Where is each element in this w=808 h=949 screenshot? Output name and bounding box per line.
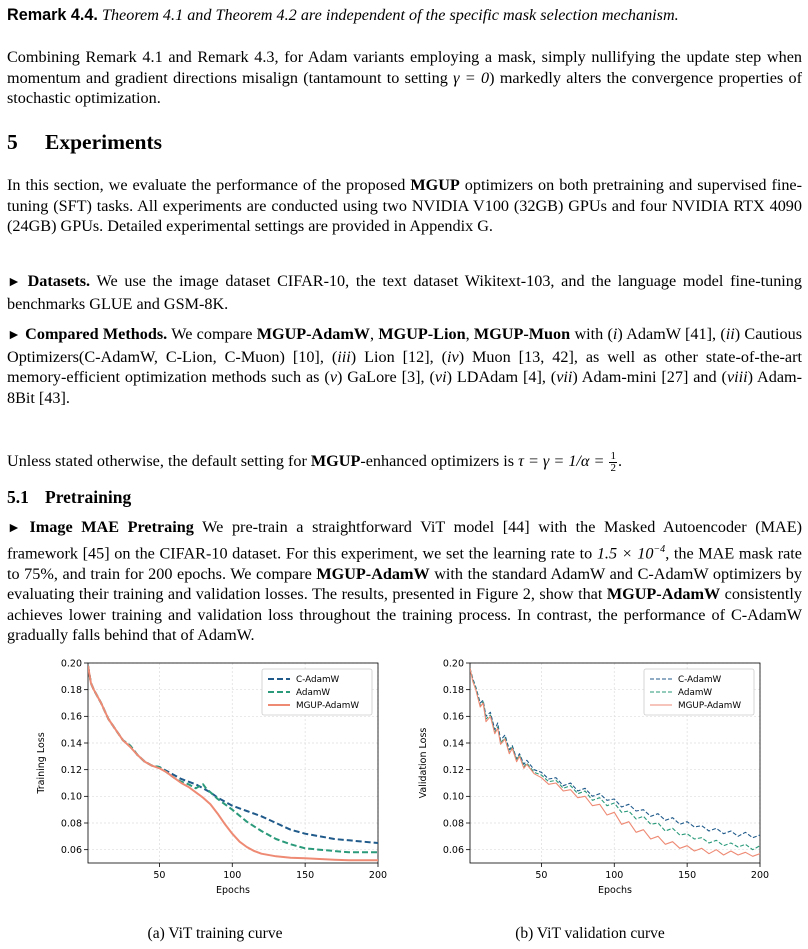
- mae-text: with the standard AdamW and C-AdamW optimizers by evaluating their training and validation losses. The results, presented in Figure 2, show that: [7, 564, 802, 604]
- x-tick-label: 50: [153, 870, 166, 881]
- comma: ,: [465, 325, 474, 343]
- y-tick-label: 0.06: [442, 844, 464, 856]
- mae-text: , the MAE mask rate to 75%, and train for 200 epochs. We compare: [7, 543, 802, 583]
- legend-label: C-AdamW: [678, 675, 722, 686]
- mae-heading: Image MAE Pretraing: [29, 518, 194, 536]
- remark-4-4: [7, 5, 802, 26]
- combining-text: Combining Remark 4.1 and Remark 4.3, for Adam variants employing a mask, simply nullifying the update step when momentum and gradient directions misalign (tantamount to setting: [7, 48, 802, 87]
- legend-label: MGUP-AdamW: [678, 701, 742, 712]
- one-half-fraction: [609, 451, 617, 474]
- fraction-denominator: 2: [610, 462, 616, 474]
- x-axis-label: Epochs: [597, 885, 633, 896]
- paragraph-methods: [7, 324, 802, 408]
- combining-text-end: ) markedly alters the convergence properties of stochastic optimization.: [7, 68, 802, 108]
- bullet-marker: ►: [7, 328, 21, 343]
- y-tick-label: 0.16: [442, 711, 464, 723]
- y-tick-label: 0.06: [60, 844, 82, 856]
- mae-mgup-adamw: MGUP-AdamW: [606, 585, 721, 604]
- paragraph-default-setting: [7, 451, 802, 474]
- bullet-marker: ►: [7, 275, 21, 290]
- x-tick-label: 200: [750, 870, 770, 881]
- methods-text: ) Muon [13, 42], as well as other state-of-the-art memory-efficient optimization methods such as (: [7, 347, 802, 387]
- methods-text: ) Adam-8Bit [43].: [7, 368, 802, 407]
- intro-text-rest: optimizers on both pretraining and supervised fine-tuning (SFT) tasks. All experiments are conducted using two NVIDIA V100 (32GB) GPUs and four NVIDIA RTX 4090 (24GB) GPUs. Detailed experimental settings are provided in Appendix G.: [7, 176, 802, 236]
- methods-text: ) Adam-mini [27] and (: [572, 368, 727, 387]
- subsection-title: Pretraining: [45, 487, 132, 507]
- y-axis-label: Training Loss: [36, 732, 47, 794]
- validation-loss-chart: [412, 655, 772, 915]
- default-text: Unless stated otherwise, the default setting for: [7, 452, 311, 471]
- paragraph-combining: [7, 47, 802, 109]
- paragraph-intro: [7, 175, 802, 237]
- legend-label: C-AdamW: [296, 675, 340, 686]
- default-text: -enhanced optimizers is: [360, 452, 519, 471]
- intro-mgup: MGUP: [410, 176, 460, 194]
- x-tick-label: 150: [296, 870, 315, 881]
- y-tick-label: 0.20: [60, 658, 82, 670]
- caption-a: (a) ViT training curve: [147, 925, 283, 942]
- default-text-end: .: [617, 452, 622, 471]
- subsection-heading: [7, 487, 131, 508]
- section-title: Experiments: [45, 130, 163, 154]
- methods-text: ) GaLore [3], (: [337, 368, 435, 387]
- roman-numeral: ii: [725, 325, 735, 343]
- remark-label: Remark 4.4.: [7, 6, 98, 24]
- remark-text: Theorem 4.1 and Theorem 4.2 are independent of the specific mask selection mechanism.: [101, 6, 679, 24]
- learning-rate-exponent: −4: [653, 543, 666, 555]
- legend-label: AdamW: [296, 688, 331, 699]
- comma: ,: [370, 325, 379, 343]
- x-tick-label: 200: [368, 870, 388, 881]
- methods-text: ) Lion [12], (: [350, 347, 447, 366]
- x-tick-label: 100: [223, 870, 242, 881]
- mae-text: consistently achieves lower training and validation loss throughout the training process. In contrast, the performance of C-AdamW gradually falls behind that of AdamW.: [7, 585, 802, 645]
- training-loss-chart: [30, 655, 390, 915]
- x-tick-label: 50: [535, 870, 548, 881]
- roman-numeral: vi: [434, 368, 447, 387]
- roman-numeral: i: [612, 325, 618, 343]
- roman-numeral: viii: [726, 368, 748, 387]
- figure-training-curve: [30, 655, 390, 920]
- y-tick-label: 0.08: [60, 818, 82, 830]
- figure-validation-curve: [412, 655, 772, 920]
- section-heading: [7, 130, 162, 155]
- learning-rate: 1.5 × 10: [596, 543, 654, 562]
- y-tick-label: 0.12: [60, 764, 82, 776]
- default-equation: τ = γ = 1/α =: [518, 452, 609, 471]
- methods-text: ) AdamW [41], (: [617, 325, 726, 343]
- caption-b: (b) ViT validation curve: [515, 925, 665, 942]
- methods-text: with (: [570, 325, 613, 343]
- datasets-text: We use the image dataset CIFAR-10, the text dataset Wikitext-103, and the language model fine-tuning benchmarks GLUE and GSM-8K.: [7, 272, 802, 313]
- y-tick-label: 0.10: [442, 791, 464, 803]
- roman-numeral: vii: [556, 368, 573, 387]
- mae-text: We pre-train a straightforward ViT model [44] with the Masked Autoencoder (MAE) framework [45] on the CIFAR-10 dataset. For this experiment, we set the learning rate to: [7, 518, 802, 562]
- method-mgup-muon: MGUP-Muon: [473, 325, 571, 343]
- bullet-marker: ►: [7, 521, 21, 536]
- fraction-numerator: 1: [610, 450, 616, 462]
- section-number: 5: [7, 130, 18, 154]
- y-tick-label: 0.14: [60, 738, 82, 750]
- intro-text: In this section, we evaluate the performance of the proposed: [7, 176, 411, 194]
- roman-numeral: v: [329, 368, 337, 387]
- legend-label: AdamW: [678, 688, 713, 699]
- roman-numeral: iii: [337, 347, 351, 366]
- y-tick-label: 0.08: [442, 818, 464, 830]
- datasets-heading: Datasets.: [27, 272, 91, 290]
- y-tick-label: 0.10: [60, 791, 82, 803]
- x-axis-label: Epochs: [215, 885, 251, 896]
- methods-text: We compare: [167, 325, 257, 343]
- default-mgup: MGUP: [310, 452, 361, 471]
- y-tick-label: 0.16: [60, 711, 82, 723]
- methods-heading: Compared Methods.: [25, 325, 168, 343]
- y-tick-label: 0.12: [442, 764, 464, 776]
- methods-text: ) LDAdam [4], (: [446, 368, 557, 387]
- y-tick-label: 0.20: [442, 658, 464, 670]
- methods-text: ) Cautious Optimizers(C-AdamW, C-Lion, C-Muon) [10], (: [7, 325, 802, 366]
- y-tick-label: 0.14: [442, 738, 464, 750]
- legend-label: MGUP-AdamW: [296, 701, 360, 712]
- method-mgup-lion: MGUP-Lion: [378, 325, 466, 343]
- roman-numeral: iv: [447, 347, 459, 366]
- gamma-equation: γ = 0: [453, 68, 490, 87]
- method-mgup-adamw: MGUP-AdamW: [256, 325, 370, 343]
- y-tick-label: 0.18: [442, 684, 464, 696]
- x-tick-label: 150: [678, 870, 697, 881]
- x-tick-label: 100: [605, 870, 624, 881]
- subsection-number: 5.1: [7, 487, 29, 507]
- paragraph-mae: [7, 517, 802, 646]
- y-axis-label: Validation Loss: [418, 727, 429, 799]
- y-tick-label: 0.18: [60, 684, 82, 696]
- mae-mgup-adamw: MGUP-AdamW: [316, 564, 430, 583]
- paragraph-datasets: [7, 271, 802, 314]
